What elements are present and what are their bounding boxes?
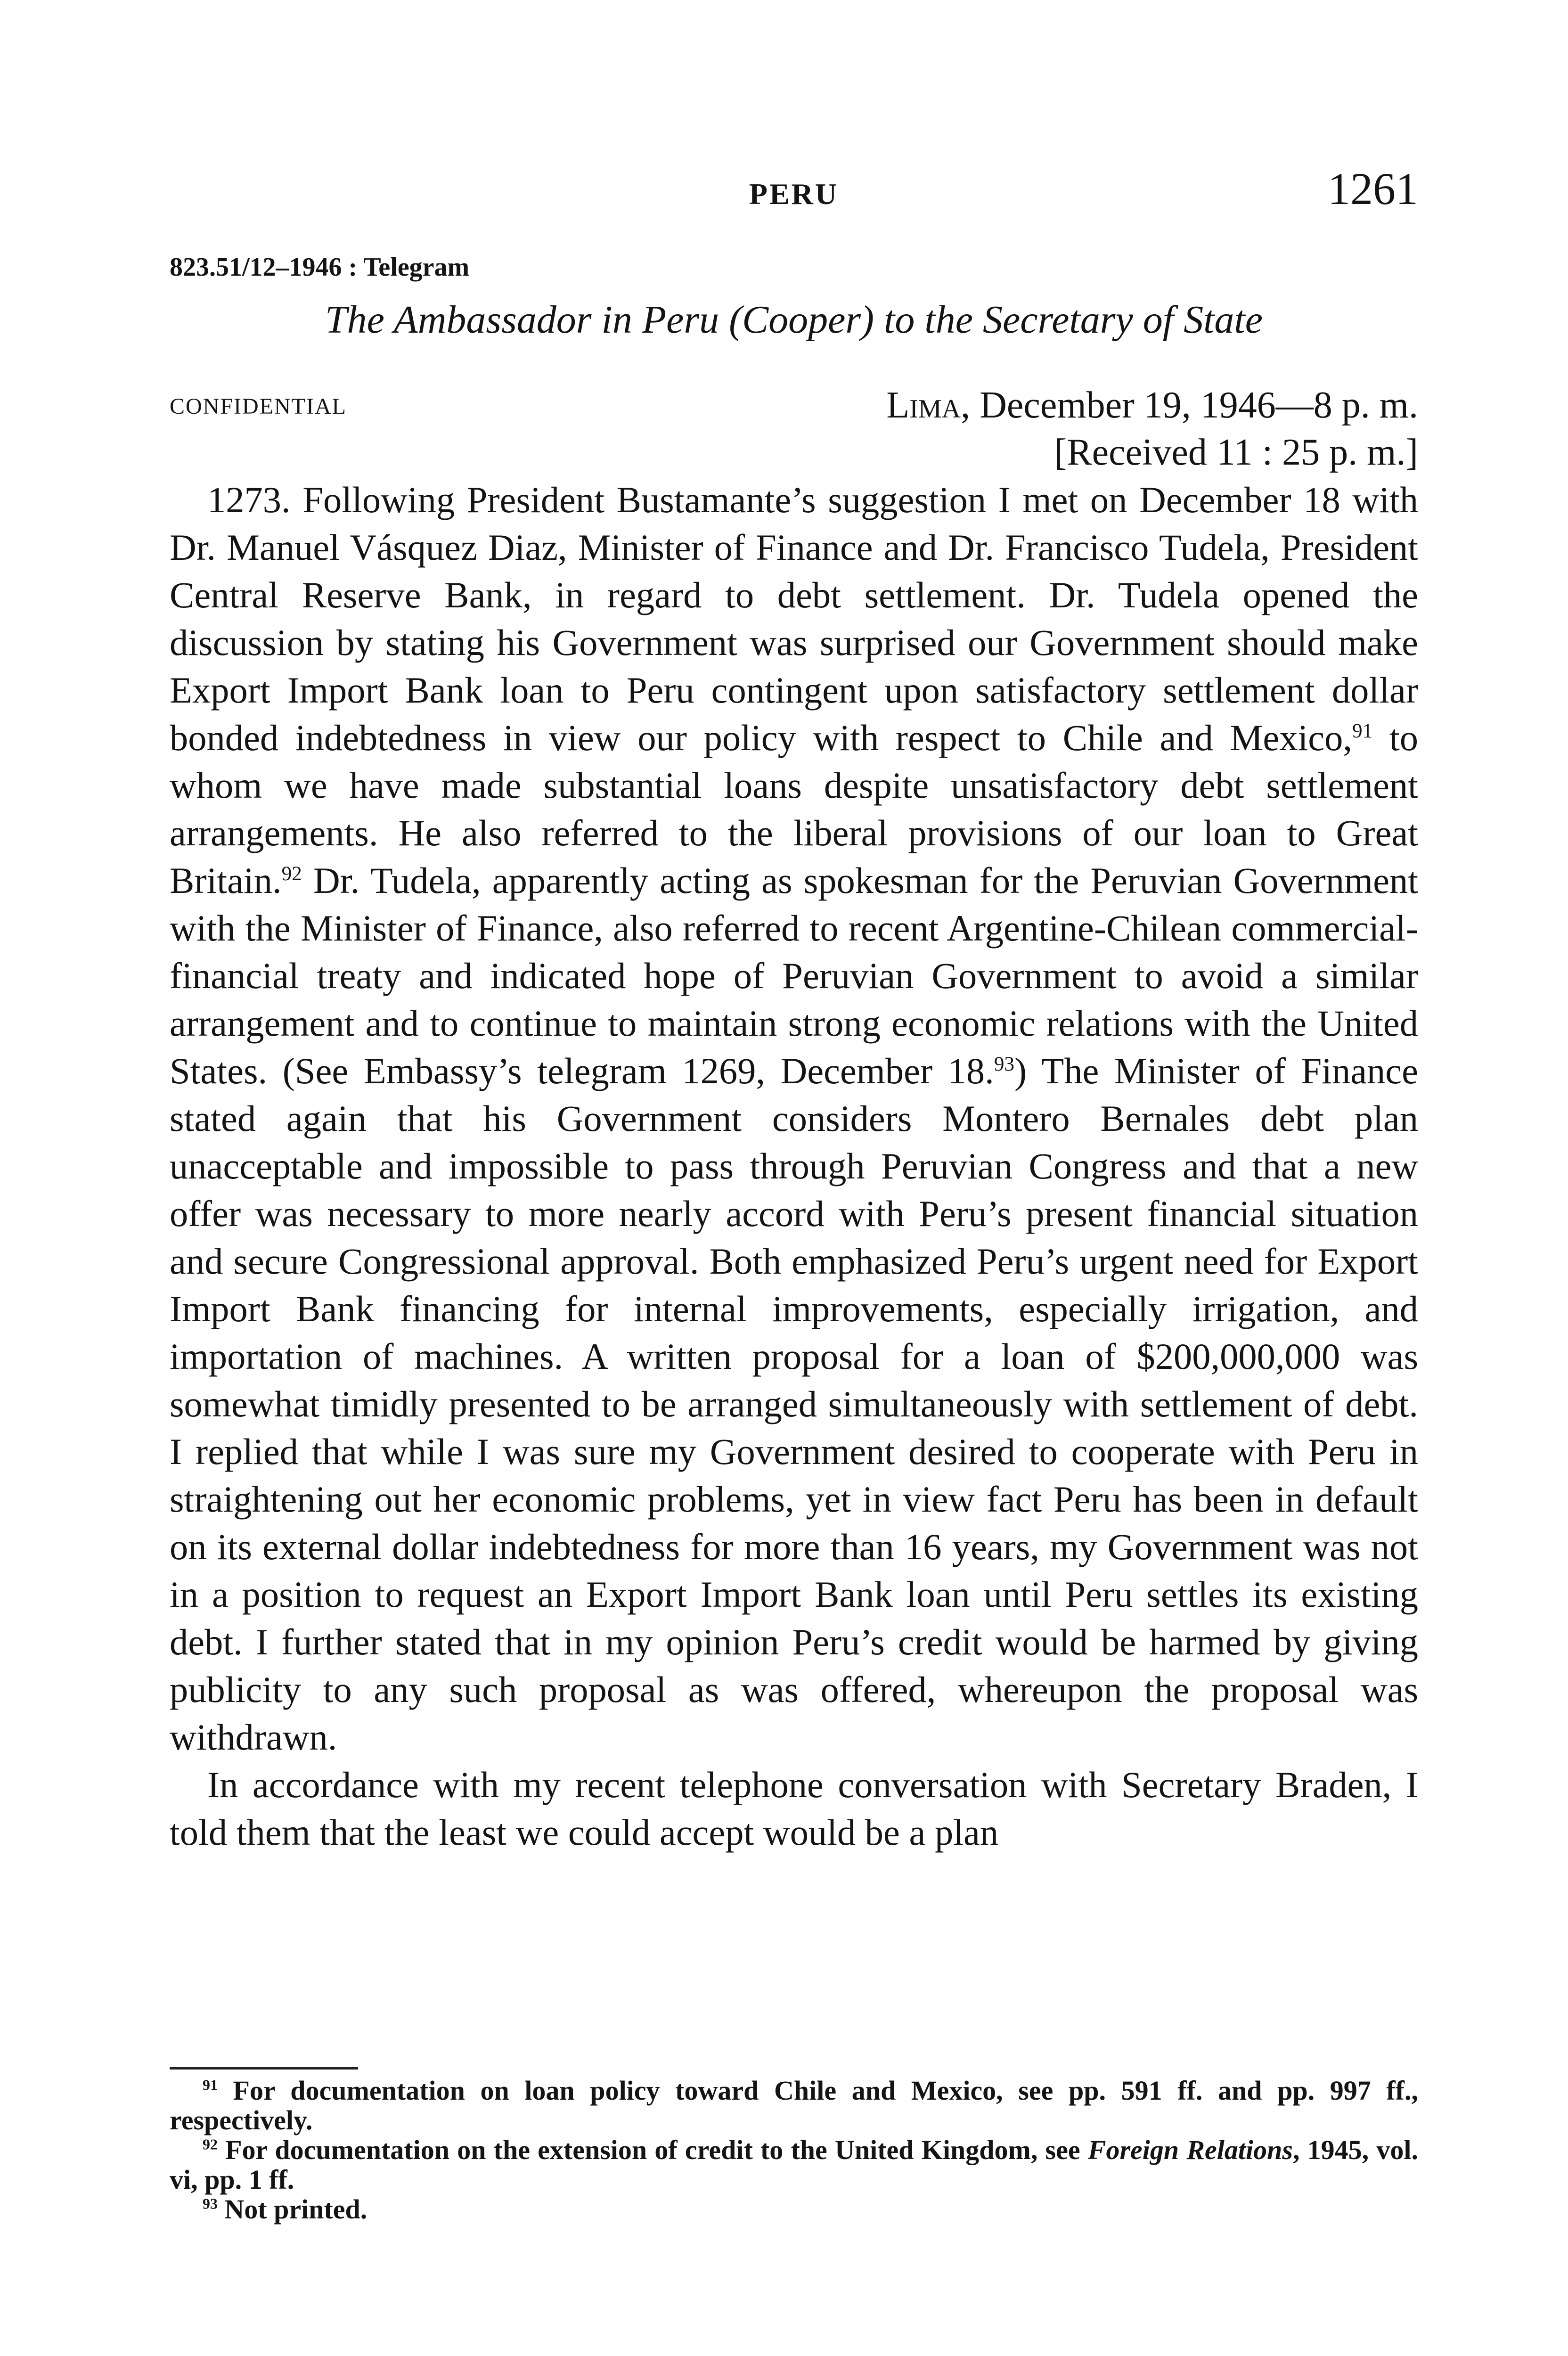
footnote-91 xyxy=(170,2076,1418,2135)
body-paragraph-2: In accordance with my recent telephone conversation with Secretary Braden, I told them that the least we could accept would be a plan xyxy=(170,1764,1418,1853)
body-paragraph-1-part-b: to whom we have made substantial loans despite unsatisfactory debt settlement arrangements. He also referred to the liberal provisions of our loan to Great Britain. xyxy=(170,717,1418,901)
classification-label: CONFIDENTIAL xyxy=(170,394,347,419)
footnote-93 xyxy=(170,2194,1418,2224)
dateline xyxy=(886,382,1418,476)
file-number: 823.51/12–1946 : Telegram xyxy=(170,253,470,282)
body-paragraph-1 xyxy=(170,476,1418,1761)
received-time: [Received 11 : 25 p. m.] xyxy=(1054,432,1418,473)
footnote-93-text: Not printed. xyxy=(217,2194,368,2225)
body-paragraph-1-part-c: Dr. Tudela, apparently acting as spokesman for the Peruvian Government with the Minister of Finance, also referred to recent Argentine-Chilean commercial-financial treaty and indicated hope of Peruvian Government to avoid a similar arrangement and to continue to maintain strong economic relations with the United States. (See Embassy’s telegram 1269, December 18. xyxy=(170,860,1418,1091)
footnote-ref-93[interactable]: 93 xyxy=(994,1053,1014,1075)
footnote-ref-92[interactable]: 92 xyxy=(281,862,302,885)
body-paragraph-1-part-a: 1273. Following President Bustamante’s suggestion I met on December 18 with Dr. Manuel Vásquez Diaz, Minister of Finance and Dr. Francisco Tudela, President Central Reserve Bank, in regard to debt settlement. Dr. Tudela opened the discussion by stating his Government was surprised our Government should make Export Import Bank loan to Peru contingent upon satisfactory settlement dollar bonded indebtedness in view our policy with respect to Chile and Mexico, xyxy=(170,479,1418,758)
footnote-marker-93: 93 xyxy=(203,2195,218,2212)
running-title: PERU xyxy=(749,177,839,211)
body-paragraph-1-part-d: ) The Minister of Finance stated again that his Government considers Montero Bernales debt plan unacceptable and impossible to pass through Peruvian Congress and that a new offer was necessary to more nearly accord with Peru’s present financial situation and secure Congressional approval. Both emphasized Peru’s urgent need for Export Import Bank financing for internal improvements, especially irrigation, and importation of machines. A written proposal for a loan of $200,000,000 was somewhat timidly presented to be arranged simultaneously with settlement of debt. I replied that while I was sure my Government desired to cooperate with Peru in straightening out her economic problems, yet in view fact Peru has been in default on its external dollar indebtedness for more than 16 years, my Government was not in a position to request an Export Import Bank loan until Peru settles its existing debt. I further stated that in my opinion Peru’s credit would be harmed by giving publicity to any such proposal as was offered, whereupon the proposal was withdrawn. xyxy=(170,1050,1418,1758)
footnote-marker-91: 91 xyxy=(203,2077,218,2094)
document-heading: The Ambassador in Peru (Cooper) to the Secretary of State xyxy=(325,298,1263,342)
footnote-92-text-b: , 1945, vol. vi, pp. 1 ff. xyxy=(170,2135,1418,2195)
dateline-date-time: , December 19, 1946—8 p. m. xyxy=(961,384,1418,426)
dateline-place: Lima xyxy=(886,384,961,426)
running-header xyxy=(170,163,1418,219)
footnote-92-publication-title: Foreign Relations xyxy=(1087,2135,1293,2165)
footnote-ref-91[interactable]: 91 xyxy=(1352,720,1373,742)
dateline-place-date xyxy=(886,382,1418,429)
footnote-marker-92: 92 xyxy=(203,2136,218,2153)
footnote-91-text: For documentation on loan policy toward Chile and Mexico, see pp. 591 ff. and pp. 997 ff., respectively. xyxy=(170,2075,1418,2135)
telegram-body xyxy=(170,476,1418,1856)
page-number: 1261 xyxy=(1328,164,1418,214)
footnote-92 xyxy=(170,2135,1418,2194)
footnote-divider xyxy=(170,2067,358,2070)
footnotes xyxy=(170,2076,1418,2224)
footnote-92-text-a: For documentation on the extension of credit to the United Kingdom, see xyxy=(217,2135,1088,2165)
